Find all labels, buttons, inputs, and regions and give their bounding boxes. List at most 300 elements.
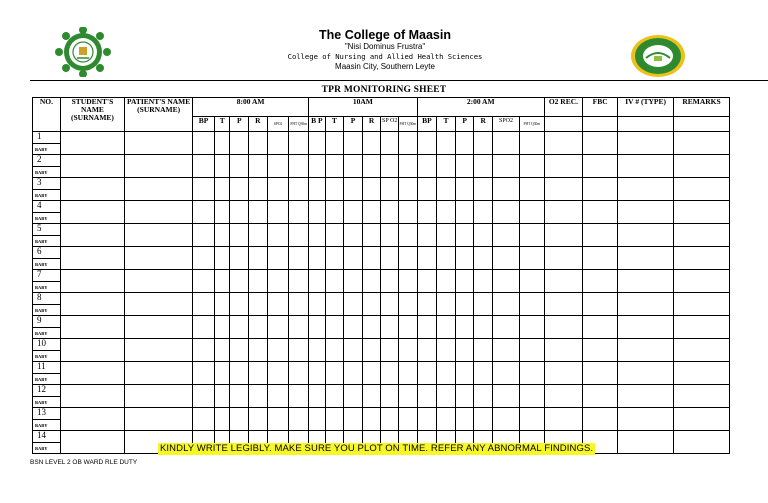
vital-sign-cell[interactable]	[249, 293, 268, 316]
vital-sign-cell[interactable]	[519, 247, 544, 270]
vital-sign-cell[interactable]	[493, 155, 520, 178]
vital-sign-cell[interactable]	[381, 385, 399, 408]
vital-sign-cell[interactable]	[618, 224, 674, 247]
patient-name-cell[interactable]	[125, 224, 193, 247]
vital-sign-cell[interactable]	[674, 270, 730, 293]
vital-sign-cell[interactable]	[398, 132, 417, 155]
vital-sign-cell[interactable]	[493, 201, 520, 224]
vital-sign-cell[interactable]	[289, 385, 309, 408]
vital-sign-cell[interactable]	[674, 247, 730, 270]
vital-sign-cell[interactable]	[249, 155, 268, 178]
vital-sign-cell[interactable]	[325, 224, 344, 247]
vital-sign-cell[interactable]	[417, 362, 437, 385]
vital-sign-cell[interactable]	[230, 155, 249, 178]
vital-sign-cell[interactable]	[344, 155, 363, 178]
vital-sign-cell[interactable]	[474, 293, 493, 316]
vital-sign-cell[interactable]	[325, 316, 344, 339]
vital-sign-cell[interactable]	[325, 293, 344, 316]
vital-sign-cell[interactable]	[544, 155, 582, 178]
student-name-cell[interactable]	[60, 247, 124, 270]
vital-sign-cell[interactable]	[674, 385, 730, 408]
vital-sign-cell[interactable]	[544, 201, 582, 224]
vital-sign-cell[interactable]	[618, 247, 674, 270]
vital-sign-cell[interactable]	[193, 362, 215, 385]
vital-sign-cell[interactable]	[519, 224, 544, 247]
vital-sign-cell[interactable]	[519, 293, 544, 316]
vital-sign-cell[interactable]	[230, 178, 249, 201]
vital-sign-cell[interactable]	[362, 155, 381, 178]
vital-sign-cell[interactable]	[362, 339, 381, 362]
student-name-cell[interactable]	[60, 178, 124, 201]
vital-sign-cell[interactable]	[193, 201, 215, 224]
vital-sign-cell[interactable]	[214, 362, 230, 385]
student-name-cell[interactable]	[60, 362, 124, 385]
student-name-cell[interactable]	[60, 224, 124, 247]
vital-sign-cell[interactable]	[214, 247, 230, 270]
vital-sign-cell[interactable]	[519, 132, 544, 155]
vital-sign-cell[interactable]	[493, 316, 520, 339]
vital-sign-cell[interactable]	[362, 224, 381, 247]
vital-sign-cell[interactable]	[417, 339, 437, 362]
vital-sign-cell[interactable]	[289, 270, 309, 293]
vital-sign-cell[interactable]	[249, 385, 268, 408]
vital-sign-cell[interactable]	[381, 155, 399, 178]
vital-sign-cell[interactable]	[249, 408, 268, 431]
vital-sign-cell[interactable]	[193, 132, 215, 155]
vital-sign-cell[interactable]	[455, 201, 474, 224]
vital-sign-cell[interactable]	[325, 270, 344, 293]
vital-sign-cell[interactable]	[381, 178, 399, 201]
vital-sign-cell[interactable]	[325, 155, 344, 178]
vital-sign-cell[interactable]	[381, 339, 399, 362]
vital-sign-cell[interactable]	[230, 270, 249, 293]
vital-sign-cell[interactable]	[618, 385, 674, 408]
patient-name-cell[interactable]	[125, 408, 193, 431]
vital-sign-cell[interactable]	[344, 362, 363, 385]
vital-sign-cell[interactable]	[381, 293, 399, 316]
vital-sign-cell[interactable]	[398, 385, 417, 408]
vital-sign-cell[interactable]	[214, 224, 230, 247]
vital-sign-cell[interactable]	[193, 178, 215, 201]
vital-sign-cell[interactable]	[474, 224, 493, 247]
vital-sign-cell[interactable]	[519, 316, 544, 339]
vital-sign-cell[interactable]	[214, 408, 230, 431]
vital-sign-cell[interactable]	[674, 339, 730, 362]
vital-sign-cell[interactable]	[455, 339, 474, 362]
vital-sign-cell[interactable]	[230, 132, 249, 155]
vital-sign-cell[interactable]	[474, 270, 493, 293]
vital-sign-cell[interactable]	[381, 270, 399, 293]
vital-sign-cell[interactable]	[249, 132, 268, 155]
vital-sign-cell[interactable]	[267, 293, 289, 316]
vital-sign-cell[interactable]	[544, 362, 582, 385]
vital-sign-cell[interactable]	[309, 339, 326, 362]
student-name-cell[interactable]	[60, 155, 124, 178]
vital-sign-cell[interactable]	[267, 201, 289, 224]
vital-sign-cell[interactable]	[437, 362, 456, 385]
vital-sign-cell[interactable]	[398, 201, 417, 224]
vital-sign-cell[interactable]	[674, 316, 730, 339]
vital-sign-cell[interactable]	[362, 385, 381, 408]
vital-sign-cell[interactable]	[362, 362, 381, 385]
vital-sign-cell[interactable]	[437, 270, 456, 293]
student-name-cell[interactable]	[60, 408, 124, 431]
vital-sign-cell[interactable]	[455, 270, 474, 293]
student-name-cell[interactable]	[60, 385, 124, 408]
vital-sign-cell[interactable]	[618, 362, 674, 385]
vital-sign-cell[interactable]	[583, 270, 618, 293]
vital-sign-cell[interactable]	[437, 408, 456, 431]
vital-sign-cell[interactable]	[193, 408, 215, 431]
vital-sign-cell[interactable]	[455, 385, 474, 408]
vital-sign-cell[interactable]	[193, 339, 215, 362]
vital-sign-cell[interactable]	[544, 339, 582, 362]
vital-sign-cell[interactable]	[325, 247, 344, 270]
vital-sign-cell[interactable]	[455, 247, 474, 270]
vital-sign-cell[interactable]	[437, 201, 456, 224]
vital-sign-cell[interactable]	[474, 385, 493, 408]
vital-sign-cell[interactable]	[214, 201, 230, 224]
vital-sign-cell[interactable]	[474, 132, 493, 155]
vital-sign-cell[interactable]	[519, 178, 544, 201]
vital-sign-cell[interactable]	[193, 293, 215, 316]
vital-sign-cell[interactable]	[267, 362, 289, 385]
patient-name-cell[interactable]	[125, 201, 193, 224]
vital-sign-cell[interactable]	[544, 224, 582, 247]
vital-sign-cell[interactable]	[381, 408, 399, 431]
vital-sign-cell[interactable]	[309, 293, 326, 316]
vital-sign-cell[interactable]	[544, 293, 582, 316]
vital-sign-cell[interactable]	[325, 339, 344, 362]
vital-sign-cell[interactable]	[289, 224, 309, 247]
vital-sign-cell[interactable]	[309, 408, 326, 431]
vital-sign-cell[interactable]	[455, 155, 474, 178]
vital-sign-cell[interactable]	[544, 178, 582, 201]
vital-sign-cell[interactable]	[325, 362, 344, 385]
vital-sign-cell[interactable]	[344, 132, 363, 155]
vital-sign-cell[interactable]	[417, 132, 437, 155]
vital-sign-cell[interactable]	[344, 339, 363, 362]
patient-name-cell[interactable]	[125, 316, 193, 339]
vital-sign-cell[interactable]	[618, 270, 674, 293]
vital-sign-cell[interactable]	[267, 155, 289, 178]
vital-sign-cell[interactable]	[417, 247, 437, 270]
vital-sign-cell[interactable]	[309, 178, 326, 201]
student-name-cell[interactable]	[60, 339, 124, 362]
vital-sign-cell[interactable]	[289, 362, 309, 385]
student-name-cell[interactable]	[60, 316, 124, 339]
vital-sign-cell[interactable]	[519, 408, 544, 431]
vital-sign-cell[interactable]	[493, 408, 520, 431]
vital-sign-cell[interactable]	[674, 224, 730, 247]
vital-sign-cell[interactable]	[417, 293, 437, 316]
vital-sign-cell[interactable]	[309, 316, 326, 339]
vital-sign-cell[interactable]	[455, 224, 474, 247]
vital-sign-cell[interactable]	[267, 316, 289, 339]
vital-sign-cell[interactable]	[344, 178, 363, 201]
vital-sign-cell[interactable]	[249, 224, 268, 247]
vital-sign-cell[interactable]	[344, 408, 363, 431]
vital-sign-cell[interactable]	[437, 224, 456, 247]
vital-sign-cell[interactable]	[618, 408, 674, 431]
vital-sign-cell[interactable]	[417, 224, 437, 247]
vital-sign-cell[interactable]	[193, 224, 215, 247]
vital-sign-cell[interactable]	[618, 316, 674, 339]
vital-sign-cell[interactable]	[474, 408, 493, 431]
vital-sign-cell[interactable]	[474, 178, 493, 201]
vital-sign-cell[interactable]	[519, 155, 544, 178]
vital-sign-cell[interactable]	[437, 293, 456, 316]
vital-sign-cell[interactable]	[455, 178, 474, 201]
vital-sign-cell[interactable]	[583, 155, 618, 178]
vital-sign-cell[interactable]	[381, 362, 399, 385]
vital-sign-cell[interactable]	[618, 431, 674, 454]
vital-sign-cell[interactable]	[618, 132, 674, 155]
vital-sign-cell[interactable]	[362, 408, 381, 431]
vital-sign-cell[interactable]	[455, 362, 474, 385]
vital-sign-cell[interactable]	[362, 293, 381, 316]
vital-sign-cell[interactable]	[544, 408, 582, 431]
vital-sign-cell[interactable]	[493, 178, 520, 201]
vital-sign-cell[interactable]	[249, 270, 268, 293]
vital-sign-cell[interactable]	[437, 385, 456, 408]
vital-sign-cell[interactable]	[493, 270, 520, 293]
vital-sign-cell[interactable]	[267, 247, 289, 270]
vital-sign-cell[interactable]	[289, 155, 309, 178]
vital-sign-cell[interactable]	[583, 132, 618, 155]
vital-sign-cell[interactable]	[309, 362, 326, 385]
vital-sign-cell[interactable]	[493, 247, 520, 270]
vital-sign-cell[interactable]	[398, 178, 417, 201]
vital-sign-cell[interactable]	[381, 132, 399, 155]
vital-sign-cell[interactable]	[214, 178, 230, 201]
vital-sign-cell[interactable]	[437, 339, 456, 362]
vital-sign-cell[interactable]	[493, 385, 520, 408]
vital-sign-cell[interactable]	[474, 201, 493, 224]
vital-sign-cell[interactable]	[674, 293, 730, 316]
vital-sign-cell[interactable]	[362, 132, 381, 155]
vital-sign-cell[interactable]	[437, 316, 456, 339]
patient-name-cell[interactable]	[125, 362, 193, 385]
vital-sign-cell[interactable]	[267, 132, 289, 155]
vital-sign-cell[interactable]	[214, 316, 230, 339]
patient-name-cell[interactable]	[125, 339, 193, 362]
vital-sign-cell[interactable]	[583, 362, 618, 385]
vital-sign-cell[interactable]	[618, 201, 674, 224]
vital-sign-cell[interactable]	[362, 316, 381, 339]
vital-sign-cell[interactable]	[309, 247, 326, 270]
vital-sign-cell[interactable]	[618, 155, 674, 178]
vital-sign-cell[interactable]	[344, 316, 363, 339]
vital-sign-cell[interactable]	[249, 178, 268, 201]
vital-sign-cell[interactable]	[362, 178, 381, 201]
vital-sign-cell[interactable]	[344, 270, 363, 293]
vital-sign-cell[interactable]	[362, 247, 381, 270]
vital-sign-cell[interactable]	[583, 316, 618, 339]
vital-sign-cell[interactable]	[289, 293, 309, 316]
vital-sign-cell[interactable]	[474, 316, 493, 339]
vital-sign-cell[interactable]	[267, 408, 289, 431]
vital-sign-cell[interactable]	[325, 132, 344, 155]
vital-sign-cell[interactable]	[417, 270, 437, 293]
vital-sign-cell[interactable]	[583, 201, 618, 224]
vital-sign-cell[interactable]	[398, 293, 417, 316]
vital-sign-cell[interactable]	[362, 270, 381, 293]
student-name-cell[interactable]	[60, 201, 124, 224]
patient-name-cell[interactable]	[125, 293, 193, 316]
vital-sign-cell[interactable]	[309, 155, 326, 178]
vital-sign-cell[interactable]	[437, 247, 456, 270]
vital-sign-cell[interactable]	[674, 132, 730, 155]
vital-sign-cell[interactable]	[583, 293, 618, 316]
vital-sign-cell[interactable]	[544, 132, 582, 155]
vital-sign-cell[interactable]	[493, 362, 520, 385]
vital-sign-cell[interactable]	[398, 362, 417, 385]
vital-sign-cell[interactable]	[417, 201, 437, 224]
vital-sign-cell[interactable]	[289, 408, 309, 431]
vital-sign-cell[interactable]	[583, 385, 618, 408]
vital-sign-cell[interactable]	[618, 178, 674, 201]
student-name-cell[interactable]	[60, 270, 124, 293]
vital-sign-cell[interactable]	[230, 362, 249, 385]
vital-sign-cell[interactable]	[674, 362, 730, 385]
vital-sign-cell[interactable]	[214, 270, 230, 293]
student-name-cell[interactable]	[60, 132, 124, 155]
vital-sign-cell[interactable]	[289, 201, 309, 224]
vital-sign-cell[interactable]	[474, 155, 493, 178]
patient-name-cell[interactable]	[125, 178, 193, 201]
vital-sign-cell[interactable]	[674, 155, 730, 178]
vital-sign-cell[interactable]	[455, 293, 474, 316]
vital-sign-cell[interactable]	[344, 201, 363, 224]
vital-sign-cell[interactable]	[674, 201, 730, 224]
vital-sign-cell[interactable]	[474, 339, 493, 362]
vital-sign-cell[interactable]	[214, 339, 230, 362]
vital-sign-cell[interactable]	[455, 408, 474, 431]
vital-sign-cell[interactable]	[455, 132, 474, 155]
vital-sign-cell[interactable]	[344, 293, 363, 316]
vital-sign-cell[interactable]	[474, 362, 493, 385]
vital-sign-cell[interactable]	[398, 316, 417, 339]
vital-sign-cell[interactable]	[519, 362, 544, 385]
vital-sign-cell[interactable]	[325, 201, 344, 224]
vital-sign-cell[interactable]	[437, 132, 456, 155]
vital-sign-cell[interactable]	[493, 339, 520, 362]
vital-sign-cell[interactable]	[417, 178, 437, 201]
vital-sign-cell[interactable]	[214, 385, 230, 408]
vital-sign-cell[interactable]	[267, 339, 289, 362]
vital-sign-cell[interactable]	[267, 270, 289, 293]
vital-sign-cell[interactable]	[583, 339, 618, 362]
vital-sign-cell[interactable]	[583, 178, 618, 201]
vital-sign-cell[interactable]	[674, 431, 730, 454]
vital-sign-cell[interactable]	[544, 385, 582, 408]
vital-sign-cell[interactable]	[618, 339, 674, 362]
vital-sign-cell[interactable]	[493, 224, 520, 247]
vital-sign-cell[interactable]	[583, 408, 618, 431]
vital-sign-cell[interactable]	[544, 247, 582, 270]
patient-name-cell[interactable]	[125, 270, 193, 293]
vital-sign-cell[interactable]	[381, 247, 399, 270]
vital-sign-cell[interactable]	[267, 385, 289, 408]
vital-sign-cell[interactable]	[519, 270, 544, 293]
vital-sign-cell[interactable]	[417, 316, 437, 339]
vital-sign-cell[interactable]	[398, 224, 417, 247]
patient-name-cell[interactable]	[125, 155, 193, 178]
vital-sign-cell[interactable]	[309, 132, 326, 155]
vital-sign-cell[interactable]	[230, 247, 249, 270]
vital-sign-cell[interactable]	[193, 316, 215, 339]
vital-sign-cell[interactable]	[230, 339, 249, 362]
vital-sign-cell[interactable]	[674, 178, 730, 201]
vital-sign-cell[interactable]	[249, 339, 268, 362]
vital-sign-cell[interactable]	[193, 155, 215, 178]
vital-sign-cell[interactable]	[417, 408, 437, 431]
vital-sign-cell[interactable]	[193, 385, 215, 408]
vital-sign-cell[interactable]	[519, 201, 544, 224]
vital-sign-cell[interactable]	[230, 201, 249, 224]
vital-sign-cell[interactable]	[344, 224, 363, 247]
vital-sign-cell[interactable]	[474, 247, 493, 270]
vital-sign-cell[interactable]	[230, 408, 249, 431]
vital-sign-cell[interactable]	[344, 385, 363, 408]
vital-sign-cell[interactable]	[417, 155, 437, 178]
vital-sign-cell[interactable]	[618, 293, 674, 316]
vital-sign-cell[interactable]	[214, 293, 230, 316]
vital-sign-cell[interactable]	[249, 201, 268, 224]
student-name-cell[interactable]	[60, 293, 124, 316]
vital-sign-cell[interactable]	[344, 247, 363, 270]
vital-sign-cell[interactable]	[325, 178, 344, 201]
vital-sign-cell[interactable]	[309, 224, 326, 247]
vital-sign-cell[interactable]	[381, 201, 399, 224]
patient-name-cell[interactable]	[125, 385, 193, 408]
vital-sign-cell[interactable]	[289, 132, 309, 155]
vital-sign-cell[interactable]	[398, 155, 417, 178]
vital-sign-cell[interactable]	[544, 270, 582, 293]
vital-sign-cell[interactable]	[437, 155, 456, 178]
vital-sign-cell[interactable]	[267, 178, 289, 201]
vital-sign-cell[interactable]	[398, 270, 417, 293]
vital-sign-cell[interactable]	[362, 201, 381, 224]
vital-sign-cell[interactable]	[309, 201, 326, 224]
vital-sign-cell[interactable]	[381, 224, 399, 247]
vital-sign-cell[interactable]	[214, 132, 230, 155]
vital-sign-cell[interactable]	[289, 339, 309, 362]
vital-sign-cell[interactable]	[309, 270, 326, 293]
vital-sign-cell[interactable]	[249, 316, 268, 339]
vital-sign-cell[interactable]	[437, 178, 456, 201]
vital-sign-cell[interactable]	[674, 408, 730, 431]
vital-sign-cell[interactable]	[230, 224, 249, 247]
vital-sign-cell[interactable]	[544, 316, 582, 339]
vital-sign-cell[interactable]	[381, 316, 399, 339]
vital-sign-cell[interactable]	[289, 316, 309, 339]
vital-sign-cell[interactable]	[519, 385, 544, 408]
vital-sign-cell[interactable]	[249, 247, 268, 270]
vital-sign-cell[interactable]	[493, 132, 520, 155]
vital-sign-cell[interactable]	[398, 339, 417, 362]
vital-sign-cell[interactable]	[417, 385, 437, 408]
student-name-cell[interactable]	[60, 431, 124, 454]
vital-sign-cell[interactable]	[230, 293, 249, 316]
vital-sign-cell[interactable]	[214, 155, 230, 178]
vital-sign-cell[interactable]	[583, 224, 618, 247]
vital-sign-cell[interactable]	[398, 247, 417, 270]
vital-sign-cell[interactable]	[249, 362, 268, 385]
vital-sign-cell[interactable]	[309, 385, 326, 408]
patient-name-cell[interactable]	[125, 247, 193, 270]
